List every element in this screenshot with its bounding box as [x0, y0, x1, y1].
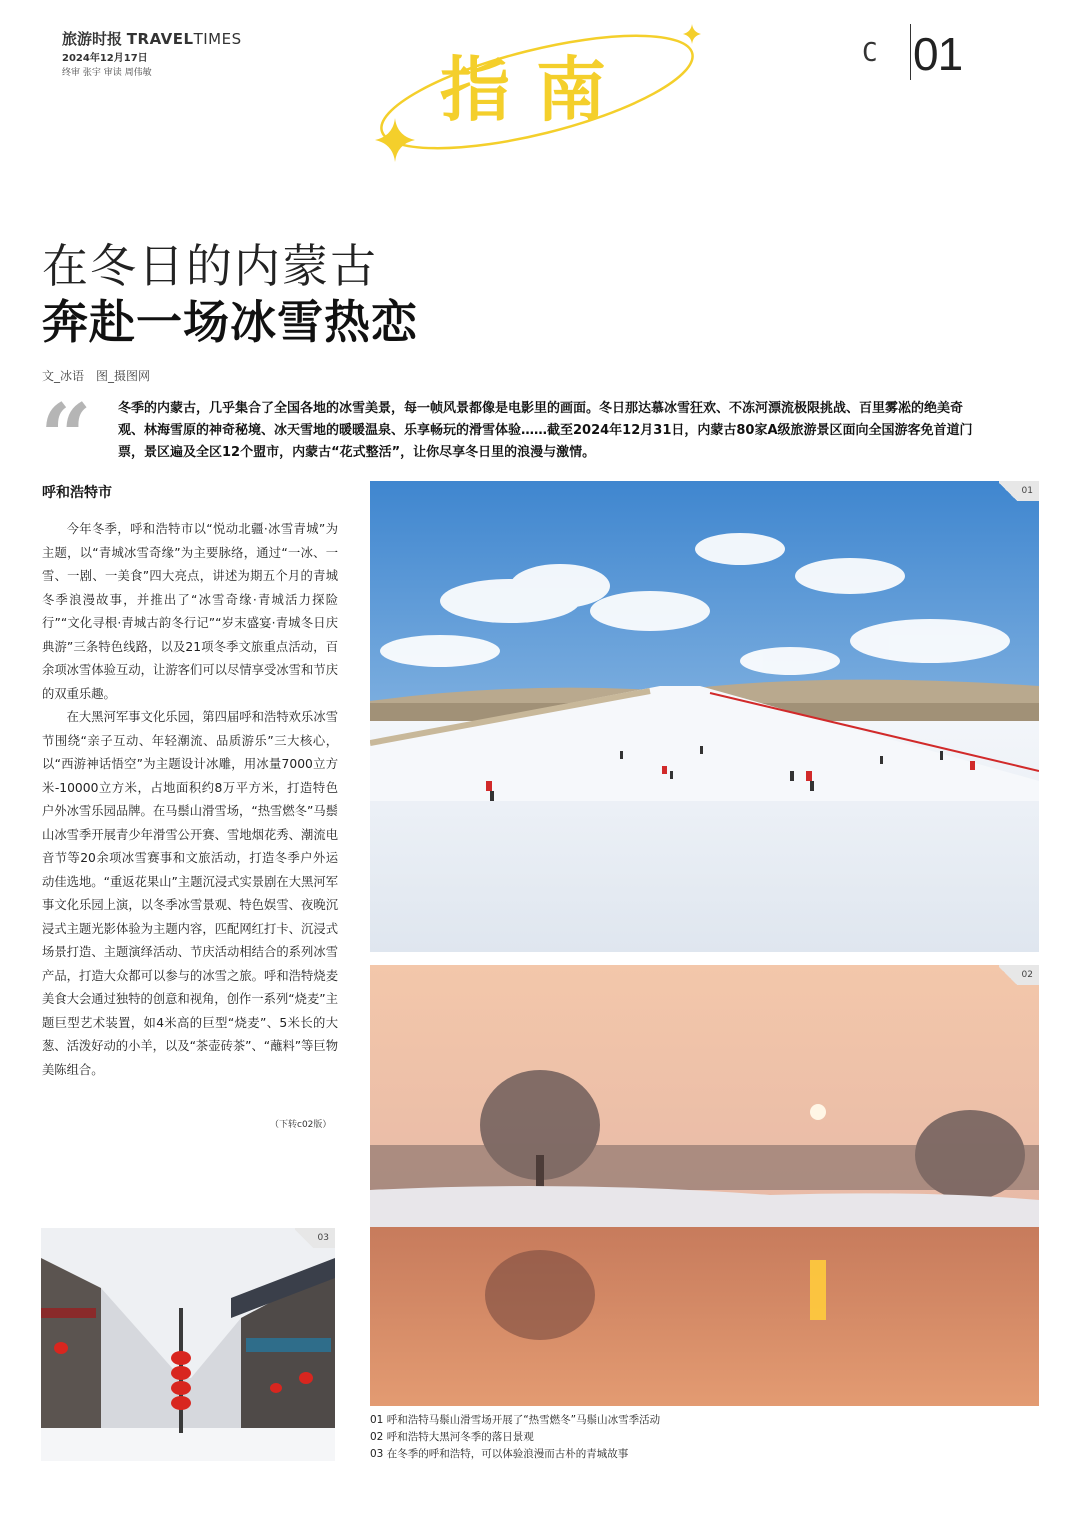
headline-line-1: 在冬日的内蒙古 — [42, 239, 378, 293]
article-body — [42, 518, 338, 1082]
ski-slope-illustration — [370, 481, 1039, 952]
photo-number: 03 — [295, 1228, 335, 1248]
city-subhead: 呼和浩特市 — [42, 485, 112, 501]
old-street-illustration — [41, 1228, 335, 1461]
body-paragraph: 今年冬季，呼和浩特市以“悦动北疆·冰雪青城”为主题，以“青城冰雪奇缘”为主要脉络，通过“一冰、一雪、一剧、一美食”四大亮点，讲述为期五个月的青城冬季浪漫故事，并推出了“冰雪奇缘·青城活力探险行”“文化寻根·青城古韵冬行记”“岁末盛宴·青城冬日庆典游”三条特色线路，以及21项冬季文旅重点活动，百余项冰雪体验互动，让游客们可以尽情享受冰雪和节庆的双重乐趣。 — [42, 522, 338, 701]
sparkle-icon — [683, 24, 701, 44]
photo-number: 01 — [999, 481, 1039, 501]
brand-english: TIMES — [193, 30, 242, 48]
photo-number: 02 — [999, 965, 1039, 985]
page-divider — [910, 24, 911, 80]
photo-river-sunset — [370, 965, 1039, 1406]
body-paragraph: 在大黑河军事文化乐园，第四届呼和浩特欢乐冰雪节围绕“亲子互动、年轻潮流、品质游乐”三大核心，以“西游神话悟空”为主题设计冰雕，用冰量7000立方米-10000立方米，占地面积约8万平方米，打造特色户外冰雪乐园品牌。在马鬃山滑雪场，“热雪燃冬”马鬃山冰雪季开展青少年滑雪公开赛、雪地烟花秀、潮流电音节等20余项冰雪赛事和文旅活动，打造冬季户外运动佳选地。“重返花果山”主题沉浸式实景剧在大黑河军事文化乐园上演，以冬季冰雪景观、特色娱雪、夜晚沉浸式主题光影体验为主题内容，匹配网红打卡、沉浸式场景打造、主题演绎活动、节庆活动相结合的系列冰雪产品，打造大众都可以参与的冰雪之旅。呼和浩特烧麦美食大会通过独特的创意和视角，创作一系列“烧麦”主题巨型艺术装置，如4米高的巨型“烧麦”、5米长的大葱、活泼好动的小羊，以及“茶壶砖茶”、“蘸料”等巨物美陈组合。 — [42, 710, 339, 1077]
caption-line: 02 呼和浩特大黑河冬季的落日景观 — [370, 1431, 534, 1443]
byline: 文_冰语 图_摄图网 — [42, 369, 151, 383]
continued-note: （下转c02版） — [270, 1120, 332, 1130]
masthead-brand — [62, 28, 242, 49]
brand-chinese: 旅游时报 — [62, 30, 123, 48]
headline-line-2: 奔赴一场冰雪热恋 — [42, 295, 418, 349]
editors-credit: 终审 张宇 审读 周伟敏 — [62, 68, 152, 78]
photo-old-street — [41, 1228, 335, 1461]
river-sunset-illustration — [370, 965, 1039, 1406]
page-number: 01 — [913, 28, 963, 80]
caption-line: 03 在冬季的呼和浩特，可以体验浪漫而古朴的青城故事 — [370, 1448, 629, 1460]
issue-date: 2024年12月17日 — [62, 53, 148, 64]
page-section-letter: C — [862, 38, 878, 68]
section-title: 指南 — [440, 49, 632, 131]
photo-ski-slope — [370, 481, 1039, 952]
lead-paragraph: 冬季的内蒙古，几乎集合了全国各地的冰雪美景，每一帧风景都像是电影里的画面。冬日那达慕冰雪狂欢、不冻河漂流极限挑战、百里雾凇的绝美奇观、林海雪原的神奇秘境、冰天雪地的暖暖温泉、乐享畅玩的滑雪体验……截至2024年12月31日，内蒙古80家A级旅游景区面向全国游客免首道门票，景区遍及全区12个盟市，内蒙古“花式整活”，让你尽享冬日里的浪漫与激情。 — [118, 401, 973, 460]
quote-mark-icon: “ — [40, 384, 92, 490]
brand-english-bold: TRAVEL — [126, 30, 194, 48]
photo-captions — [370, 1412, 660, 1463]
caption-line: 01 呼和浩特马鬃山滑雪场开展了“热雪燃冬”马鬃山冰雪季活动 — [370, 1414, 661, 1426]
